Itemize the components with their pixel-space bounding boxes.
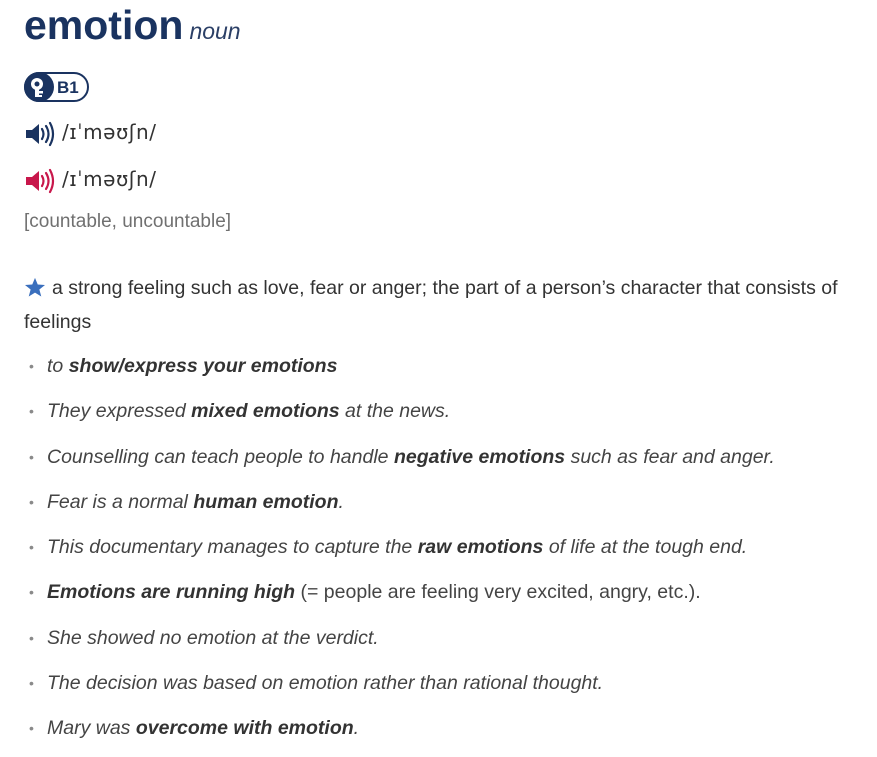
part-of-speech: noun [189,18,241,44]
example-collocation: raw emotions [417,536,544,559]
example-item [24,666,869,711]
definition [24,271,869,339]
example-item [24,530,869,575]
example-text: to [47,355,69,377]
example-text: The decision was based on emotion rather than rational thought. [47,672,604,695]
definition-text: a strong feeling such as love, fear or anger; the part of a person’s character that consists of feelings [24,277,838,333]
bullet: • [29,629,34,646]
bullet: • [29,675,34,692]
example-text: at the news. [339,400,451,423]
key-icon [24,72,54,102]
example-gloss: (= people are feeling very excited, angry, etc.). [295,581,701,604]
example-item [24,621,869,666]
example-text: Mary was [47,717,136,740]
examples-list [24,349,869,757]
example-item [24,711,869,756]
headword-line [24,2,241,49]
example-text: This documentary manages to capture the [47,536,418,559]
example-collocation: mixed emotions [191,400,340,423]
bullet: • [29,358,34,374]
example-text: Fear is a normal [47,490,194,513]
example-collocation: overcome with emotion [135,717,354,740]
ipa-american: /ɪˈməʊʃn/ [62,167,157,191]
example-text: . [353,717,360,740]
example-item [24,575,869,620]
ipa-british: /ɪˈməʊʃn/ [62,120,157,144]
bullet: • [29,584,34,601]
bullet: • [29,403,34,420]
example-text: . [338,490,344,513]
example-collocation: human emotion [193,490,339,513]
example-text: such as fear and anger. [565,445,775,468]
example-text: Counselling can teach people to handle [47,445,394,468]
speaker-icon-red[interactable] [24,168,56,194]
bullet: • [29,448,34,465]
bullet: • [29,493,34,510]
example-item [24,485,869,530]
example-item [24,394,869,439]
example-collocation: negative emotions [393,445,566,468]
speaker-icon-blue[interactable] [24,121,56,147]
example-item [24,440,869,485]
oxford-level-badge[interactable] [24,72,89,102]
example-collocation: Emotions are running high [47,581,296,604]
grammar-label: [countable, uncountable] [24,211,232,232]
example-text: of life at the tough end. [543,536,748,559]
example-text: They expressed [47,400,192,423]
example-item [24,349,869,394]
example-collocation: show/express your emotions [68,355,338,377]
bullet: • [29,539,34,556]
headword: emotion [24,2,184,48]
star-icon [24,277,46,297]
bullet: • [29,720,34,737]
level-label: B1 [57,78,79,97]
example-text: She showed no emotion at the verdict. [47,626,379,649]
